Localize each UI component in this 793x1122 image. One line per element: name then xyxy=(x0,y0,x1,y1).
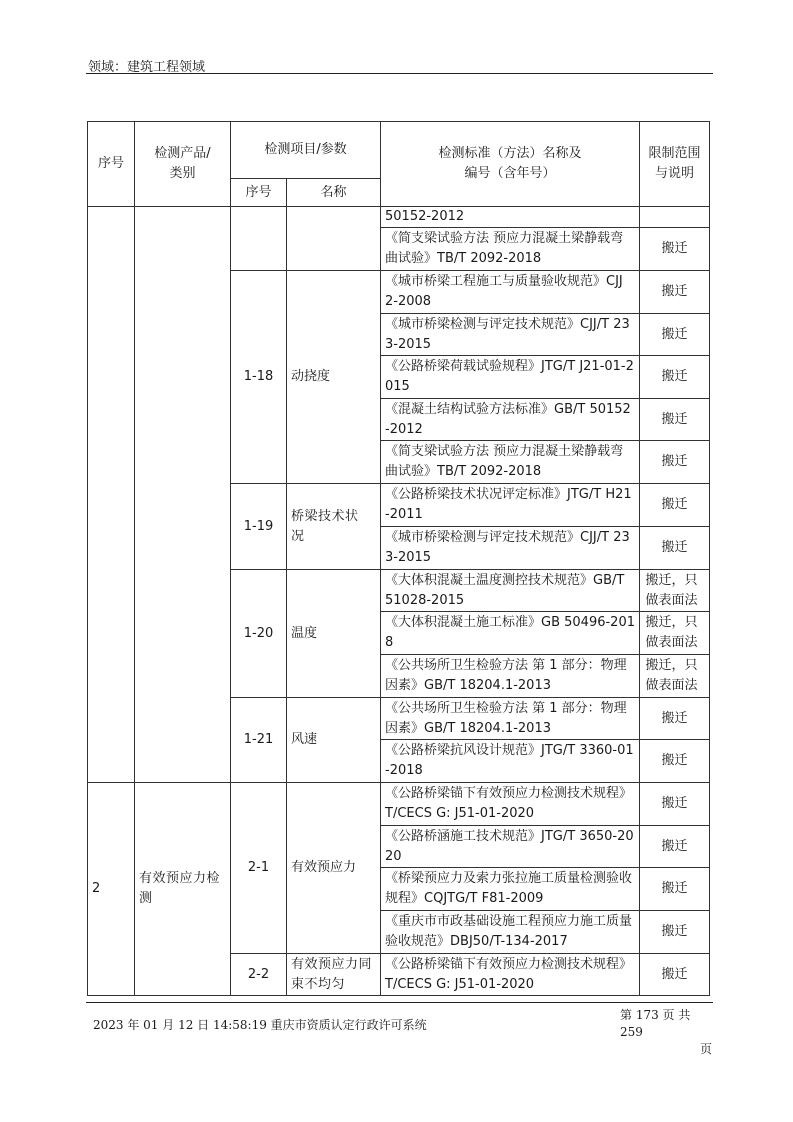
limit-cell: 搬迁 xyxy=(640,527,710,570)
standard-cell: 《公共场所卫生检验方法 第 1 部分：物理因素》GB/T 18204.1-2013 xyxy=(381,698,640,740)
footer-page-main: 第 173 页 共 259 xyxy=(620,1008,691,1039)
standard-cell: 《公路桥梁技术状况评定标准》JTG/T H21-2011 xyxy=(381,484,640,527)
page-header-domain: 领域：建筑工程领域 xyxy=(88,60,206,75)
standard-cell: 《混凝土结构试验方法标准》GB/T 50152-2012 xyxy=(381,399,640,441)
group-product-cell xyxy=(135,207,231,783)
limit-cell xyxy=(640,612,710,655)
item-name-cell xyxy=(287,954,381,996)
table-row xyxy=(88,207,710,228)
footer-page-tail: 页 xyxy=(699,1042,712,1056)
limit-cell: 搬迁 xyxy=(640,399,710,441)
item-name-label: 桥梁技术状况 xyxy=(291,508,359,544)
group-seq-cell xyxy=(88,207,135,783)
footer-timestamp: 2023 年 01 月 12 日 14:58:19 重庆市资质认定行政许可系统 xyxy=(93,1018,427,1032)
header-product-label: 检测产品/类别 xyxy=(154,146,211,181)
item-seq-cell: 1-20 xyxy=(231,570,287,698)
header-item-group: 检测项目/参数 xyxy=(231,122,381,179)
item-seq-cell: 2-2 xyxy=(231,954,287,996)
limit-label: 搬迁，只做表面法 xyxy=(645,615,698,650)
standard-cell: 《公共场所卫生检验方法 第 1 部分：物理因素》GB/T 18204.1-2013 xyxy=(381,655,640,698)
header-product xyxy=(135,122,231,207)
standard-cell: 《公路桥涵施工技术规范》JTG/T 3650-2020 xyxy=(381,826,640,868)
item-seq-cell: 2-1 xyxy=(231,783,287,954)
header-item-name: 名称 xyxy=(287,179,381,207)
item-name-cell: 风速 xyxy=(287,698,381,783)
limit-cell: 搬迁 xyxy=(640,228,710,271)
limit-cell: 搬迁 xyxy=(640,314,710,356)
limit-cell: 搬迁 xyxy=(640,441,710,484)
limit-cell: 搬迁 xyxy=(640,740,710,783)
item-seq-cell: 1-18 xyxy=(231,271,287,484)
group-product-label: 有效预应力检测 xyxy=(139,871,221,906)
standard-cell: 《重庆市市政基础设施工程预应力施工质量验收规范》DBJ50/T-134-2017 xyxy=(381,911,640,954)
standard-cell: 《简支梁试验方法 预应力混凝土梁静载弯曲试验》TB/T 2092-2018 xyxy=(381,228,640,271)
limit-label: 搬迁，只做表面法 xyxy=(645,572,698,608)
group-product-cell xyxy=(135,783,231,996)
standard-cell: 《桥梁预应力及索力张拉施工质量检测验收规程》CQJTG/T F81-2009 xyxy=(381,868,640,911)
item-name-cell xyxy=(287,207,381,271)
limit-cell xyxy=(640,655,710,698)
standard-cell: 《公路桥梁锚下有效预应力检测技术规程》T/CECS G: J51-01-2020 xyxy=(381,954,640,996)
standard-cell: 《大体积混凝土施工标准》GB 50496-2018 xyxy=(381,612,640,655)
footer-divider xyxy=(86,1002,713,1003)
header-divider xyxy=(86,73,713,74)
limit-cell: 搬迁 xyxy=(640,271,710,314)
limit-cell: 搬迁 xyxy=(640,484,710,527)
header-item-seq: 序号 xyxy=(231,179,287,207)
group-seq-cell: 2 xyxy=(88,783,135,996)
standard-cell: 《公路桥梁锚下有效预应力检测技术规程》T/CECS G: J51-01-2020 xyxy=(381,783,640,826)
item-seq-cell: 1-21 xyxy=(231,698,287,783)
limit-cell: 搬迁 xyxy=(640,868,710,911)
item-name-cell: 动挠度 xyxy=(287,271,381,484)
standard-cell: 《城市桥梁检测与评定技术规范》CJJ/T 233-2015 xyxy=(381,527,640,570)
header-limit-label: 限制范围与说明 xyxy=(648,146,701,181)
standard-cell: 《公路桥梁荷载试验规程》JTG/T J21-01-2015 xyxy=(381,356,640,399)
limit-label: 搬迁，只做表面法 xyxy=(645,658,698,693)
inspection-standards-table xyxy=(87,121,710,996)
item-name-cell: 温度 xyxy=(287,570,381,698)
footer-page-number xyxy=(620,1007,712,1058)
limit-cell: 搬迁 xyxy=(640,356,710,399)
table-row xyxy=(88,783,710,826)
item-seq-cell: 1-19 xyxy=(231,484,287,570)
item-seq-cell xyxy=(231,207,287,271)
header-standard xyxy=(381,122,640,207)
limit-cell: 搬迁 xyxy=(640,783,710,826)
limit-cell: 搬迁 xyxy=(640,954,710,996)
item-name-label: 有效预应力同束不均匀 xyxy=(291,956,373,992)
limit-cell: 搬迁 xyxy=(640,911,710,954)
standard-cell: 50152-2012 xyxy=(381,207,640,228)
limit-cell xyxy=(640,570,710,612)
standard-cell: 《大体积混凝土温度测控技术规范》GB/T 51028-2015 xyxy=(381,570,640,612)
standard-cell: 《简支梁试验方法 预应力混凝土梁静载弯曲试验》TB/T 2092-2018 xyxy=(381,441,640,484)
limit-cell: 搬迁 xyxy=(640,826,710,868)
standard-cell: 《城市桥梁检测与评定技术规范》CJJ/T 233-2015 xyxy=(381,314,640,356)
standard-cell: 《公路桥梁抗风设计规范》JTG/T 3360-01-2018 xyxy=(381,740,640,783)
item-name-cell xyxy=(287,484,381,570)
standard-cell: 《城市桥梁工程施工与质量验收规范》CJJ 2-2008 xyxy=(381,271,640,314)
header-limit xyxy=(640,122,710,207)
header-standard-label: 检测标准（方法）名称及编号（含年号） xyxy=(438,146,582,181)
limit-cell: 搬迁 xyxy=(640,698,710,740)
item-name-cell: 有效预应力 xyxy=(287,783,381,954)
limit-cell xyxy=(640,207,710,228)
header-seq: 序号 xyxy=(88,122,135,207)
